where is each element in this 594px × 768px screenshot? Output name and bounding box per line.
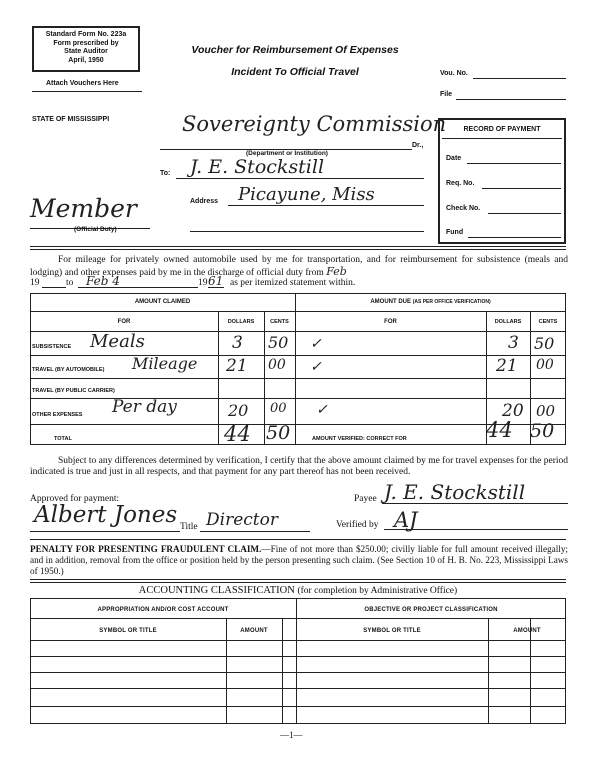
form-title: Voucher for Reimbursement Of Expenses xyxy=(191,44,399,56)
travel-auto-handwritten: Mileage xyxy=(132,354,198,373)
amount-verified-label: AMOUNT VERIFIED: CORRECT FOR xyxy=(312,436,407,442)
verified-label: Verified by xyxy=(336,520,379,530)
form-number-box xyxy=(32,26,140,72)
record-date-label: Date xyxy=(446,155,462,162)
subsistence-cents: 50 xyxy=(268,333,289,352)
other-expenses-handwritten: Per day xyxy=(112,397,177,417)
travel-auto-due-dollars: 21 xyxy=(496,356,518,376)
subsistence-label: SUBSISTENCE xyxy=(32,344,72,350)
due-cents-header: CENTS xyxy=(538,319,558,325)
claimed-dollars-header: DOLLARS xyxy=(227,319,255,325)
payee-name-handwritten: J. E. Stockstill xyxy=(190,156,325,178)
amount-claimed-header: AMOUNT CLAIMED xyxy=(134,299,191,305)
from-date-handwritten: Feb xyxy=(326,265,347,278)
other-expenses-due-dollars: 20 xyxy=(502,401,524,421)
department-caption: (Department or Institution) xyxy=(246,150,328,157)
statement-tail: as per itemized statement within. xyxy=(230,278,356,288)
travel-auto-label: TRAVEL (BY AUTOMOBILE) xyxy=(32,367,105,373)
address-label: Address xyxy=(190,198,219,205)
check-mark-icon: ✓ xyxy=(316,402,328,418)
approver-title-handwritten: Director xyxy=(206,510,278,530)
state-label: STATE OF MISSISSIPPI xyxy=(32,116,110,123)
other-expenses-dollars: 20 xyxy=(228,401,249,420)
subsistence-due-cents: 50 xyxy=(534,334,555,353)
year-prefix: 19 xyxy=(30,278,40,288)
form-prescribed: Form prescribed by xyxy=(53,39,119,47)
travel-auto-cents: 00 xyxy=(268,357,286,373)
due-for-header: FOR xyxy=(384,319,397,325)
total-dollars: 44 xyxy=(224,422,251,446)
payee-label: Payee xyxy=(354,494,377,504)
appropriation-header: APPROPRIATION AND/OR COST ACCOUNT xyxy=(97,607,229,613)
form-state-auditor: State Auditor xyxy=(64,48,108,55)
to-word: to xyxy=(66,278,74,288)
official-duty-handwritten: Member xyxy=(30,194,137,223)
accounting-subtitle: (for completion by Administrative Office) xyxy=(297,586,458,596)
other-expenses-due-cents: 00 xyxy=(536,402,556,420)
total-cents: 50 xyxy=(266,422,291,444)
travel-auto-dollars: 21 xyxy=(226,356,248,376)
to-date-handwritten: Feb 4 xyxy=(86,274,120,288)
right-symbol-header: SYMBOL OR TITLE xyxy=(363,628,421,634)
form-subtitle: Incident To Official Travel xyxy=(231,66,359,78)
amount-due-note: (AS PER OFFICE VERIFICATION) xyxy=(412,299,491,305)
record-req-label: Req. No. xyxy=(446,180,475,187)
subsistence-handwritten: Meals xyxy=(90,331,145,352)
other-expenses-label: OTHER EXPENSES xyxy=(32,412,83,418)
page-number: —1— xyxy=(280,730,303,740)
total-label: TOTAL xyxy=(54,436,72,442)
form-number: Standard Form No. 223a xyxy=(45,31,127,38)
department-handwritten: Sovereignty Commission xyxy=(182,112,447,136)
record-of-payment-box xyxy=(438,118,566,244)
penalty-body: —Fine of not more than $250.00; civilly liable for full amount received illegally; and in addition, removal from the office or position held by the person presenting such claim. (See Section 10 of H. B. No. 223, Mississippi Laws of 1950.) xyxy=(30,544,568,576)
other-expenses-cents: 00 xyxy=(270,401,287,416)
left-amount-header: AMOUNT xyxy=(240,628,268,634)
amount-due-header xyxy=(295,299,566,305)
objective-header: OBJECTIVE OR PROJECT CLASSIFICATION xyxy=(364,607,498,613)
record-of-payment-title: RECORD OF PAYMENT xyxy=(463,126,541,133)
accounting-title: ACCOUNTING CLASSIFICATION xyxy=(138,585,295,596)
subsistence-dollars: 3 xyxy=(232,333,243,353)
amount-due-title: AMOUNT DUE xyxy=(370,299,412,305)
record-check-label: Check No. xyxy=(446,205,481,212)
accounting-classification-title xyxy=(30,585,566,596)
claimed-for-header: FOR xyxy=(117,319,131,325)
year-text: 19 xyxy=(198,278,208,288)
form-date: April, 1950 xyxy=(68,56,104,64)
total-due-dollars: 44 xyxy=(486,418,513,442)
to-label: To: xyxy=(160,170,171,177)
attach-vouchers-label: Attach Vouchers Here xyxy=(46,80,119,87)
dr-label: Dr., xyxy=(412,142,424,149)
voucher-number-label: Vou. No. xyxy=(440,70,468,77)
travel-carrier-label: TRAVEL (BY PUBLIC CARRIER) xyxy=(32,388,115,394)
approved-label: Approved for payment: xyxy=(30,494,120,504)
year-handwritten: 61 xyxy=(208,274,224,288)
approver-signature: Albert Jones xyxy=(34,502,178,528)
certification-text: Subject to any differences determined by verification, I certify that the above amount claimed by me for travel expenses for the period indicated is true and just in all respects, and that payment for any part thereof has not been received. xyxy=(30,456,568,477)
mileage-text: For mileage for privately owned automobile used by me for transportation, and for reimbursement for subsistence (meals and lodging) and other expenses paid by me in the discharge of official duty from xyxy=(30,255,568,278)
due-dollars-header: DOLLARS xyxy=(494,319,522,325)
check-mark-icon: ✓ xyxy=(310,336,322,352)
record-fund-label: Fund xyxy=(446,229,464,236)
address-handwritten: Picayune, Miss xyxy=(238,184,375,205)
right-amount-header: AMOUNT xyxy=(513,628,541,634)
travel-auto-due-cents: 00 xyxy=(536,357,554,373)
official-duty-caption: (Official Duty) xyxy=(74,226,117,233)
penalty-heading: PENALTY FOR PRESENTING FRAUDULENT CLAIM. xyxy=(30,544,262,554)
check-mark-icon: ✓ xyxy=(310,359,322,375)
verifier-initials: AJ xyxy=(394,508,418,532)
claimed-cents-header: CENTS xyxy=(270,319,289,325)
penalty-text xyxy=(30,544,568,577)
payee-signature: J. E. Stockstill xyxy=(384,480,526,504)
approver-title-label: Title xyxy=(180,522,198,532)
left-symbol-header: SYMBOL OR TITLE xyxy=(99,628,157,634)
subsistence-due-dollars: 3 xyxy=(508,333,519,353)
file-label: File xyxy=(440,91,453,98)
total-due-cents: 50 xyxy=(530,420,555,442)
